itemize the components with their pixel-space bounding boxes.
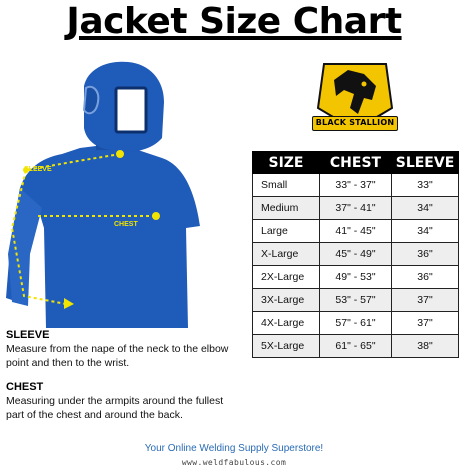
table-row [253, 174, 459, 197]
sleeve-cell: 37" [392, 289, 459, 312]
sleeve-cell: 36" [392, 243, 459, 266]
sleeve-cell: 36" [392, 266, 459, 289]
size-chart-table [252, 151, 459, 358]
chest-cell: 61" - 65" [320, 335, 392, 358]
chest-cell: 45" - 49" [320, 243, 392, 266]
size-cell: 2X-Large [253, 266, 320, 289]
sleeve-header: SLEEVE [392, 152, 459, 174]
table-row [253, 266, 459, 289]
table-row [253, 220, 459, 243]
table-row [253, 243, 459, 266]
table-row [253, 312, 459, 335]
size-cell: X-Large [253, 243, 320, 266]
size-cell: Medium [253, 197, 320, 220]
size-cell: 3X-Large [253, 289, 320, 312]
chest-cell: 57" - 61" [320, 312, 392, 335]
footer-website-link[interactable]: www.weldfabulous.com [181, 458, 287, 467]
chest-cell: 41" - 45" [320, 220, 392, 243]
logo-wordmark: BLACK STALLION [312, 116, 398, 131]
table-row [253, 197, 459, 220]
sleeve-cell: 34" [392, 197, 459, 220]
sleeve-figure-label: SLEEVE [24, 166, 52, 173]
helmet-lens [116, 88, 146, 132]
jacket-figure-illustration [0, 58, 240, 328]
sleeve-cell: 34" [392, 220, 459, 243]
table-header-row [253, 152, 459, 174]
sleeve-cell: 33" [392, 174, 459, 197]
chest-header: CHEST [320, 152, 392, 174]
size-cell: Large [253, 220, 320, 243]
logo-eye [362, 82, 367, 87]
sleeve-cell: 38" [392, 335, 459, 358]
chest-instruction-text: Measuring under the armpits around the fullest part of the chest and around the back. [6, 395, 224, 421]
sleeve-cell: 37" [392, 312, 459, 335]
neck-point [116, 150, 124, 158]
size-cell: 4X-Large [253, 312, 320, 335]
table-row [253, 335, 459, 358]
page-title: Jacket Size Chart [66, 1, 402, 42]
table-row [253, 289, 459, 312]
size-cell: 5X-Large [253, 335, 320, 358]
size-header: SIZE [253, 152, 320, 174]
sleeve-instruction-text: Measure from the nape of the neck to the elbow point and then to the wrist. [6, 343, 229, 369]
chest-instruction-heading: CHEST [6, 381, 44, 393]
helmet-ear [84, 87, 98, 114]
chest-cell: 37" - 41" [320, 197, 392, 220]
sleeve-instruction-heading: SLEEVE [6, 329, 50, 341]
chest-point [152, 212, 160, 220]
figure-arm [8, 188, 42, 306]
footer-tagline: Your Online Welding Supply Superstore! [144, 443, 324, 454]
chest-cell: 33" - 37" [320, 174, 392, 197]
chest-cell: 49" - 53" [320, 266, 392, 289]
size-cell: Small [253, 174, 320, 197]
chest-figure-label: CHEST [114, 221, 138, 228]
chest-cell: 53" - 57" [320, 289, 392, 312]
